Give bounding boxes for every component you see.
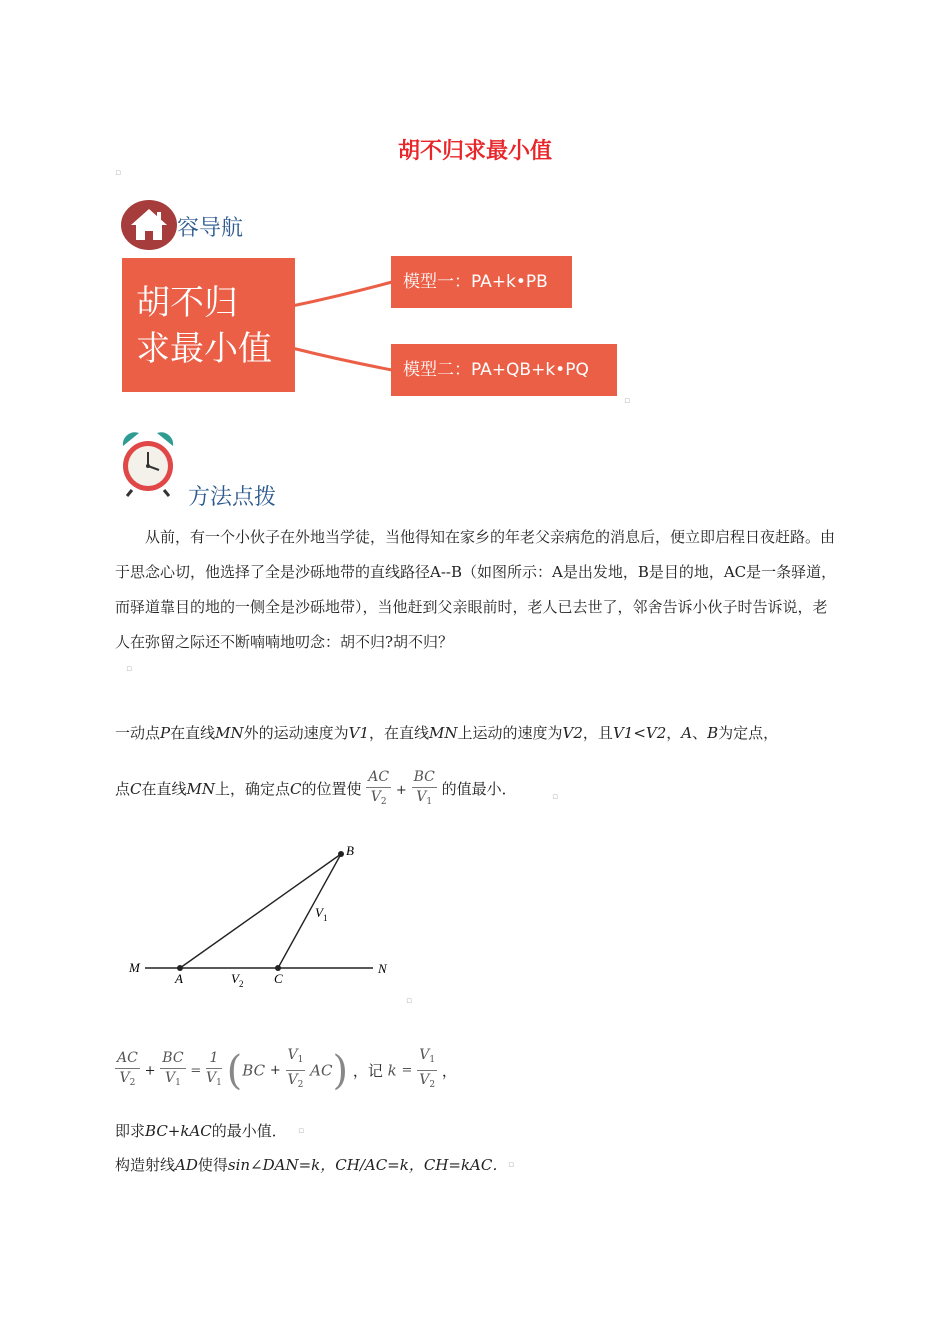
fraction-bc-v1: $\frac{BC}{V_1}$	[413, 769, 435, 807]
label-b: B	[346, 843, 354, 858]
paragraph-mark: ▫	[126, 664, 133, 674]
label-n: N	[378, 961, 387, 976]
formula-line: $\frac{AC}{V_2}$ + $\frac{BC}{V_1}$ = $\frac{1}{V_1}$ (BC + $\frac{V_1}{V_2}$ AC) ，记 k = $\frac{V_1}{V_2}$ ，	[117, 1047, 457, 1094]
label-v2: $V_2$	[231, 971, 244, 989]
problem-line-2: 点C在直线MN上，确定点C的位置使 $\frac{AC}{V_2}$ + $\frac{BC}{V_1}$ 的值最小．	[115, 770, 517, 810]
problem-line-1: 一动点P在直线MN外的运动速度为V1，在直线MN上运动的速度为V2，且V1<V2，A、B为定点，	[115, 724, 779, 742]
geometry-figure	[115, 835, 415, 995]
label-v1: $V_1$	[315, 905, 328, 923]
page-title: 胡不归求最小值	[397, 139, 552, 164]
paragraph-mark: ▫	[552, 792, 559, 802]
fraction-ac-v2: $\frac{AC}{V_2}$	[368, 769, 390, 807]
method-heading: 方法点拨	[188, 485, 277, 510]
fraction-ac-v2: $\frac{AC}{V_2}$	[117, 1049, 138, 1088]
fraction-k-v1-v2: $\frac{V_1}{V_2}$	[419, 1047, 436, 1090]
fraction-1-v1: $\frac{1}{V_1}$	[206, 1049, 222, 1088]
nav-main-line2: 求最小值	[136, 329, 272, 369]
ask-line: 即求BC+kAC的最小值．	[115, 1122, 287, 1140]
paragraph-mark: ▫	[624, 396, 631, 406]
paragraph-mark: ▫	[508, 1160, 515, 1170]
label-m: M	[129, 960, 140, 975]
nav-model1-box: 模型一：PA+k•PB	[391, 256, 572, 308]
nav-model2-box: 模型二：PA+QB+k•PQ	[391, 344, 617, 396]
fraction-bc-v1: $\frac{BC}{V_1}$	[162, 1049, 184, 1088]
story-paragraph: 从前，有一个小伙子在外地当学徒，当他得知在家乡的年老父亲病危的消息后，便立即启程日夜赶路。由于思念心切，他选择了全是沙砾地带的直线路径A--B（如图所示：A是出发地，B是目的地，AC是一条驿道，而驿道靠目的地的一侧全是沙砾地带），当他赶到父亲眼前时，老人已去世了，邻舍告诉小伙子时告诉说，老人在弥留之际还不断喃喃地叨念：胡不归?胡不归？	[115, 528, 837, 651]
nav-connectors	[290, 260, 400, 390]
label-a: A	[175, 971, 183, 986]
paragraph-mark: ▫	[115, 168, 122, 178]
paragraph-mark: ▫	[406, 996, 413, 1006]
nav-heading: 容导航	[177, 216, 244, 241]
label-c: C	[274, 971, 283, 986]
build-line: 构造射线AD使得sin∠DAN=k，CH/AC=k，CH=kAC．	[115, 1156, 508, 1174]
paragraph-mark: ▫	[298, 1126, 305, 1136]
home-icon	[121, 200, 177, 250]
nav-main-box	[122, 258, 295, 392]
fraction-v1-v2: $\frac{V_1}{V_2}$	[287, 1047, 304, 1090]
alarm-clock-icon	[117, 428, 179, 498]
nav-main-line1: 胡不归	[136, 283, 238, 323]
